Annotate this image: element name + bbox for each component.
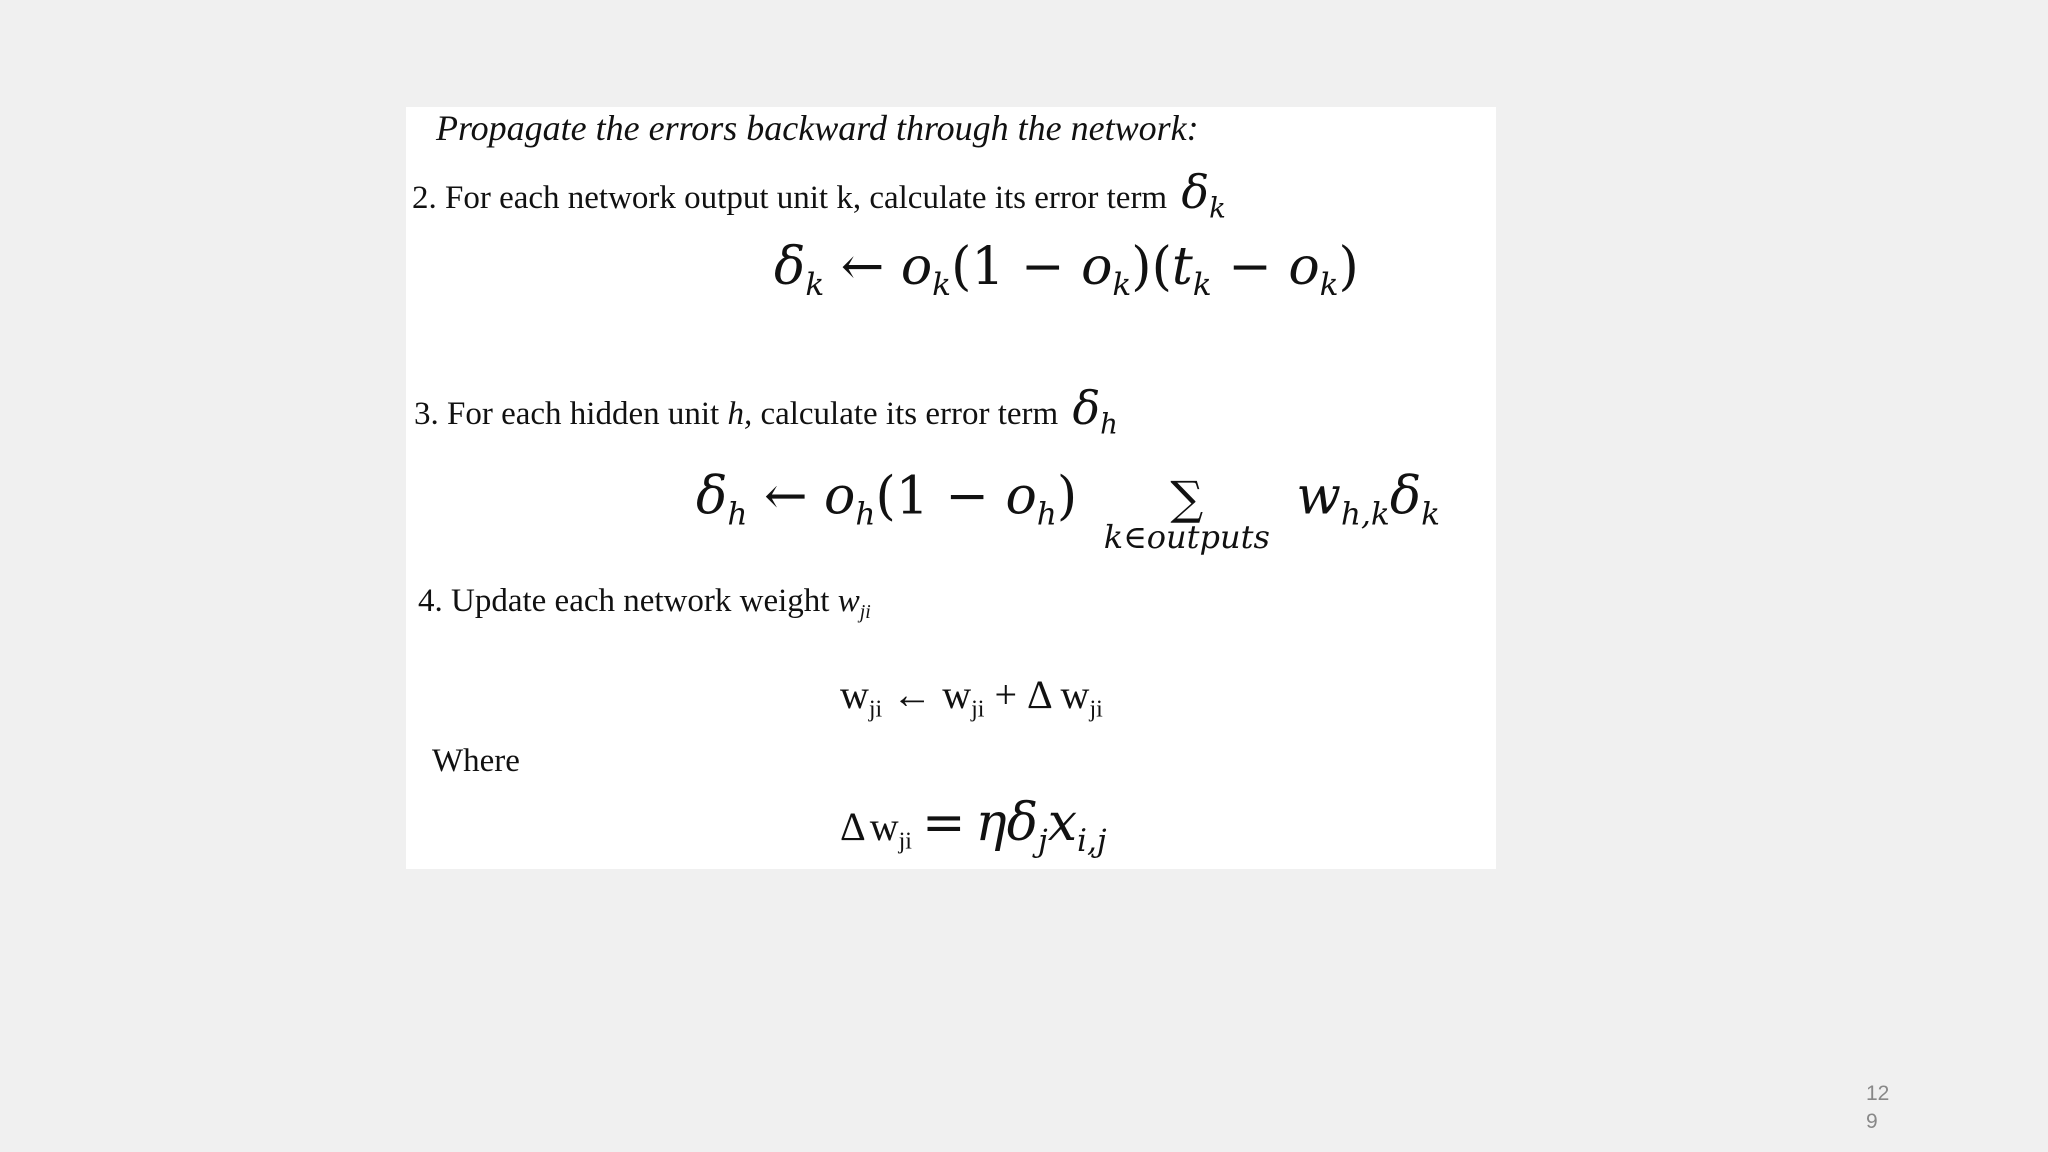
heading: Propagate the errors backward through the network: <box>436 108 1199 148</box>
step-3-symbol: $\delta_h$ <box>1072 381 1118 441</box>
step-3-line <box>414 381 1118 441</box>
step-3-text: 3. For each hidden unit <box>414 396 720 432</box>
hidden-error-formula: $\delta_h$ ← $o_h(1 - o_h)$ ∑ k∈outputs $w_{h,k}\delta_k$ <box>696 466 1441 556</box>
slide-number: 129 <box>1866 1082 1890 1133</box>
step-2-line <box>412 165 1226 225</box>
step-3-text-2: calculate its error term <box>760 396 1059 432</box>
step-3-unit: h, <box>727 396 753 432</box>
slide-image-panel <box>406 107 1496 869</box>
weight-update-formula: $w_{ji}$ ← $w_{ji} + \Delta$ $w_{ji}$ <box>840 672 1103 723</box>
output-error-formula: $\delta_k$ ← $o_k(1 - o_k)(t_k - o_k)$ <box>774 237 1359 303</box>
step-2-text: 2. For each network output unit k, calculate its error term <box>412 180 1168 216</box>
where-label: Where <box>432 743 520 779</box>
delta-weight-formula: Δ $w_{ji} = \eta\delta_jx_{i,j}$ <box>840 793 1107 859</box>
step-4-symbol: $w_{ji}$ <box>837 583 871 623</box>
summation: ∑ k∈outputs <box>1103 471 1270 556</box>
step-4-text: 4. Update each network weight <box>418 583 830 619</box>
step-2-symbol: $\delta_k$ <box>1181 165 1226 225</box>
step-4-line <box>418 583 871 624</box>
